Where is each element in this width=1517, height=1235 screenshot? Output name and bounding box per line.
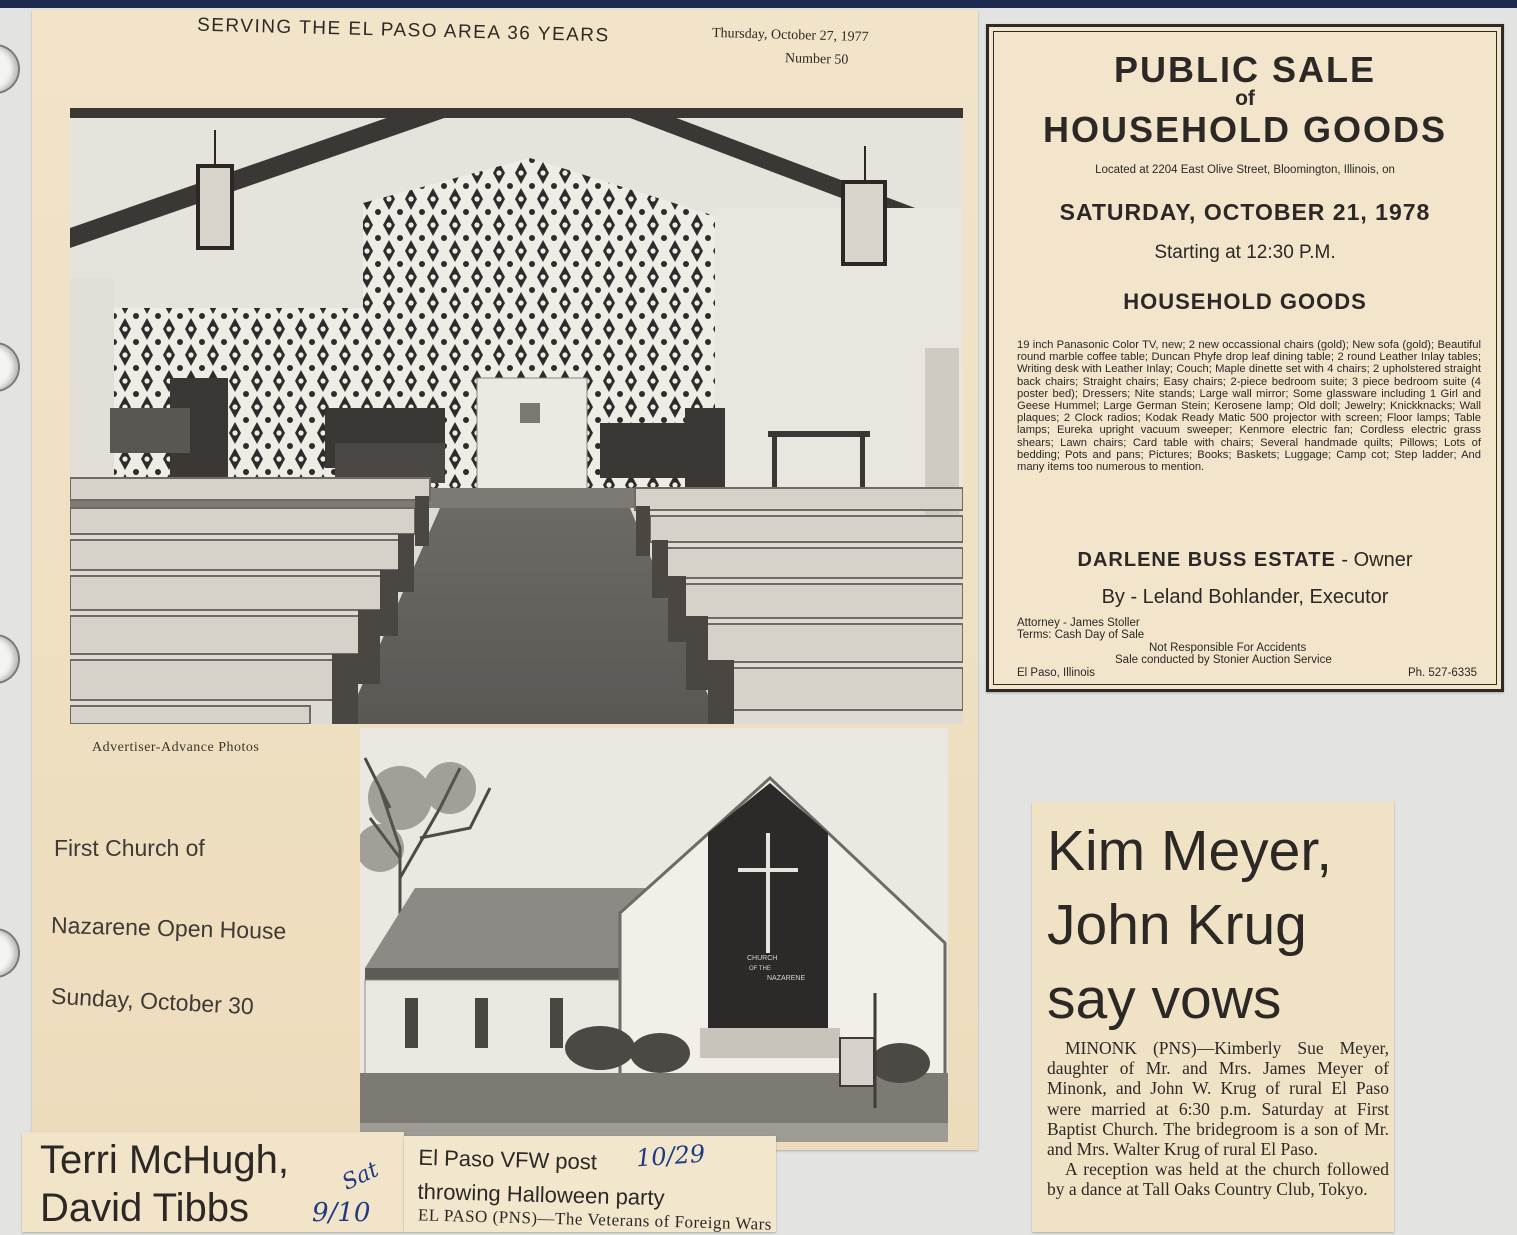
church-interior-photo (70, 108, 963, 724)
sale-executor: By - Leland Bohlander, Executor (1101, 586, 1389, 608)
public-sale-advertisement (986, 24, 1504, 692)
wedding-headline (1047, 814, 1392, 1036)
sale-title-of: of (1235, 87, 1255, 110)
sale-title-goods: HOUSEHOLD GOODS (1042, 109, 1448, 150)
handwritten-date: 9/10 (312, 1198, 371, 1228)
handwritten-date: 10/29 (635, 1139, 707, 1173)
caption-line-2: Nazarene Open House (50, 911, 287, 945)
owner-suffix: - Owner (1335, 549, 1413, 571)
sale-terms: Terms: Cash Day of Sale (1017, 629, 1145, 641)
headline-line-2: David Tibbs (40, 1186, 249, 1230)
caption-line-3: Sunday, October 30 (50, 982, 255, 1020)
sale-start-time: Starting at 12:30 P.M. (1154, 242, 1336, 263)
dateline: Thursday, October 27, 1977 (711, 25, 869, 46)
phone-number: Ph. 527-6335 (1407, 667, 1477, 679)
headline-line-2: throwing Halloween party (417, 1178, 665, 1211)
headline-line-1: El Paso VFW post (418, 1144, 598, 1175)
binder-hole (0, 634, 20, 684)
caption-line-1: First Church of (54, 835, 205, 861)
handwritten-note: Sat (338, 1157, 383, 1196)
not-responsible-note: Not Responsible For Accidents (1149, 642, 1307, 654)
terri-mchugh-clipping (22, 1132, 404, 1232)
headline-line-1: Terri McHugh, (40, 1138, 289, 1182)
wedding-article-body (1047, 1038, 1389, 1200)
photo-credit: Advertiser-Advance Photos (92, 740, 260, 755)
attorney: Attorney - James Stoller (1017, 617, 1140, 629)
binder-hole (0, 44, 20, 94)
sale-owner (989, 549, 1501, 572)
headline-line-3: say vows (1047, 967, 1282, 1031)
church-exterior-photo (360, 728, 948, 1142)
binder-hole (0, 342, 20, 392)
church-sign-line-3: NAZARENE (767, 975, 806, 982)
sale-city: El Paso, Illinois (1017, 667, 1095, 679)
masthead: SERVING THE EL PASO AREA 36 YEARS (196, 14, 610, 47)
vfw-halloween-clipping (404, 1136, 776, 1232)
church-sign-line-2: OF THE (749, 966, 771, 972)
issue-number: Number 50 (784, 51, 849, 68)
article-paragraph: A reception was held at the church followed by a dance at Tall Oaks Country Club, Tokyo. (1047, 1159, 1389, 1200)
binder-hole (0, 928, 20, 978)
headline-line-1: Kim Meyer, (1047, 819, 1333, 883)
headline-line-2: John Krug (1047, 893, 1307, 957)
wedding-announcement-clipping (1032, 802, 1394, 1232)
article-paragraph: MINONK (PNS)—Kimberly Sue Meyer, daughter of Mr. and Mrs. James Meyer of Minonk, and John W. Krug of rural El Paso were married at 6:30 p.m. Saturday at First Baptist Church. The bridegroom is a son of Mr. and Mrs. Walter Krug of rural El Paso. (1047, 1038, 1389, 1160)
vfw-headline (417, 1141, 666, 1215)
owner-name: DARLENE BUSS ESTATE (1077, 549, 1336, 571)
album-top-edge (0, 0, 1517, 8)
section-heading: HOUSEHOLD GOODS (1123, 289, 1367, 314)
auction-service: Sale conducted by Stonier Auction Service (1115, 654, 1332, 666)
church-sign-line-1: CHURCH (747, 955, 778, 962)
terri-headline (40, 1136, 289, 1232)
sale-title: PUBLIC SALE (1113, 49, 1376, 90)
vfw-article-body: EL PASO (PNS)—The Veterans of Foreign Wars (417, 1205, 773, 1234)
items-list: 19 inch Panasonic Color TV, new; 2 new occassional chairs (gold); New sofa (gold); Beautiful round marble coffee table; Duncan Phyfe drop leaf dining table; 2 round Leather Inlay tables; Writing desk with Leather Inlay; Couch; Maple dinette set with 4 chairs; 2 upholstered straight back chairs; Straight chairs; Easy chairs; 2-piece bedroom suite; 3 piece bedroom suite (4 poster bed); Dressers; Nite stands; Large wall mirror; Some glassware including 1 Girl and Geese Hummel; Large German Stein; Kerosene lamp; Old doll; Jewelry; Knickknacks; Wall plaques; 2 Clock radios; Kodak Ready Matic 500 projector with screen; Floor lamps; Table lamps; Eureka upright vacuum sweeper; Kenmore electric fan; Cordless electric grass shears; Lawn chairs; Card table with chairs; Several handmade quilts; Pillows; Lots of bedding; Pots and pans; Pictures; Books; Baskets; Luggage; Camp cot; Step ladder; And many items too numerous to mention. (1017, 339, 1481, 474)
sale-location: Located at 2204 East Olive Street, Bloomington, Illinois, on (1095, 164, 1395, 176)
sale-date: SATURDAY, OCTOBER 21, 1978 (1059, 199, 1431, 225)
